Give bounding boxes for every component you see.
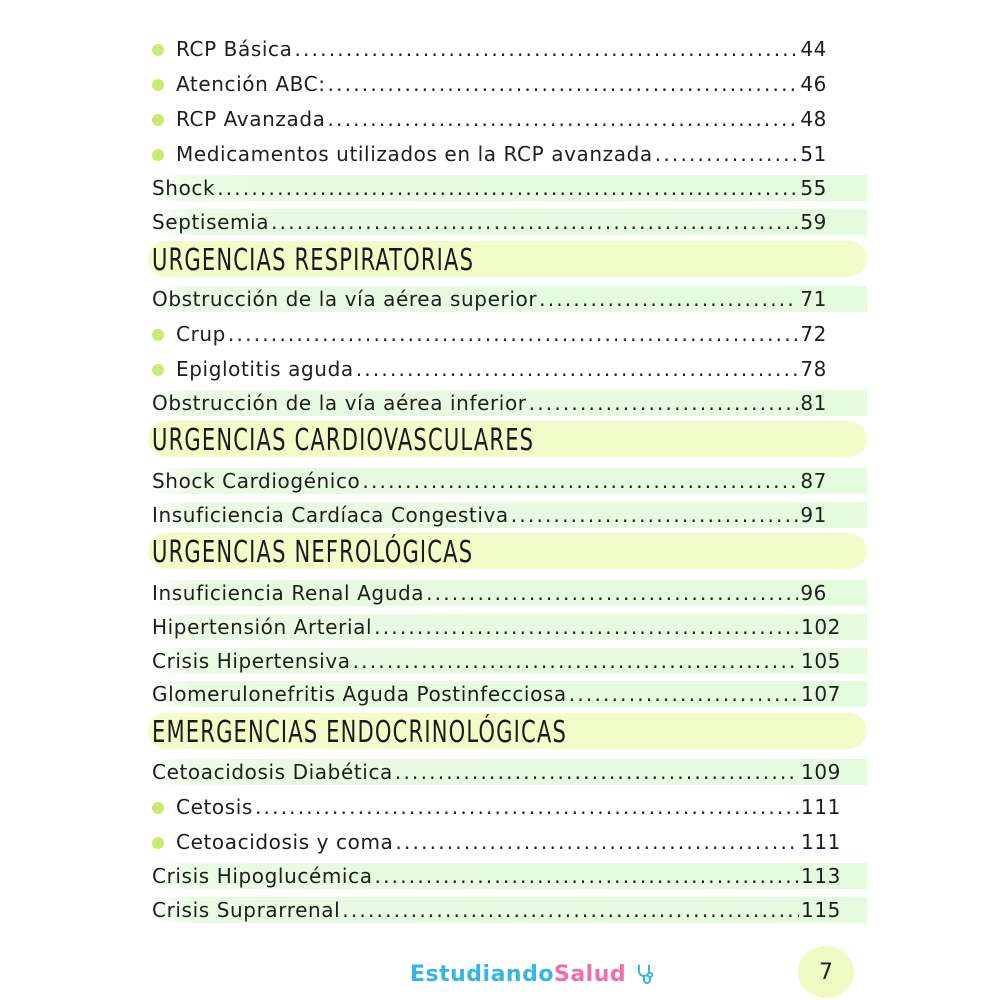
toc-entry-page: 111: [801, 795, 841, 819]
toc-entry-page: 105: [801, 649, 841, 673]
toc-subentry[interactable]: [152, 356, 867, 382]
toc-entry-title: Glomerulonefritis Aguda Postinfecciosa: [152, 682, 567, 706]
dot-leader: [327, 106, 798, 132]
bullet-icon: [152, 114, 164, 126]
toc-entry-title: Septisemia: [152, 210, 270, 234]
section-heading-text: EMERGENCIAS ENDOCRINOLÓGICAS: [152, 715, 567, 750]
section-heading-text: URGENCIAS NEFROLÓGICAS: [152, 535, 474, 570]
toc-subentry[interactable]: [152, 141, 867, 167]
toc-entry[interactable]: [152, 648, 867, 674]
toc-entry-title: Crisis Hipoglucémica: [152, 864, 373, 888]
toc-subentry[interactable]: [152, 36, 867, 62]
bullet-icon: [152, 79, 164, 91]
toc-entry-title: RCP Avanzada: [176, 107, 326, 131]
dot-leader: [328, 71, 799, 97]
toc-entry-page: 48: [800, 107, 827, 131]
toc-entry-page: 46: [800, 72, 827, 96]
bullet-icon: [152, 329, 164, 341]
toc-entry-page: 109: [801, 760, 841, 784]
toc-entry-page: 44: [800, 37, 827, 61]
toc-entry-title: Medicamentos utilizados en la RCP avanzada: [176, 142, 653, 166]
toc-entry[interactable]: [152, 390, 867, 416]
brand-logo: [410, 962, 654, 987]
toc-subentry[interactable]: [152, 829, 867, 855]
toc-entry-page: 96: [800, 581, 827, 605]
dot-leader: [255, 794, 799, 820]
stethoscope-icon: [636, 963, 654, 985]
dot-leader: [539, 286, 798, 312]
toc-entry-title: Shock: [152, 176, 216, 200]
page-number: 7: [819, 959, 833, 985]
dot-leader: [342, 897, 799, 923]
toc-subentry[interactable]: [152, 71, 867, 97]
dot-leader: [395, 759, 799, 785]
dot-leader: [356, 356, 799, 382]
toc-entry-page: 78: [800, 357, 827, 381]
toc-entry[interactable]: [152, 863, 867, 889]
toc-entry-page: 87: [800, 469, 827, 493]
toc-entry[interactable]: [152, 502, 867, 528]
bullet-icon: [152, 364, 164, 376]
section-heading-text: URGENCIAS CARDIOVASCULARES: [152, 423, 535, 458]
toc-entry[interactable]: [152, 209, 867, 235]
logo-text-salud: Salud: [553, 962, 627, 987]
dot-leader: [655, 141, 799, 167]
toc-entry[interactable]: [152, 897, 867, 923]
toc-entry-title: Hipertensión Arterial: [152, 615, 373, 639]
toc-entry-page: 72: [800, 322, 827, 346]
toc-entry[interactable]: [152, 175, 867, 201]
toc-entry-page: 59: [800, 210, 827, 234]
toc-entry-title: Epiglotitis aguda: [176, 357, 354, 381]
toc-entry-title: Cetoacidosis Diabética: [152, 760, 393, 784]
toc-entry-title: Atención ABC:: [176, 72, 326, 96]
toc-entry-page: 111: [801, 830, 841, 854]
section-heading-text: URGENCIAS RESPIRATORIAS: [152, 243, 475, 278]
toc-entry-page: 115: [801, 898, 841, 922]
toc-entry-page: 102: [801, 615, 841, 639]
dot-leader: [362, 468, 798, 494]
toc-entry[interactable]: [152, 759, 867, 785]
toc-entry-page: 91: [800, 503, 827, 527]
toc-subentry[interactable]: [152, 794, 867, 820]
section-heading: [148, 241, 867, 277]
toc-entry[interactable]: [152, 468, 867, 494]
dot-leader: [375, 863, 799, 889]
logo-text-estudiando: Estudiando: [410, 962, 554, 987]
toc-entry-title: Crisis Suprarrenal: [152, 898, 341, 922]
toc-entry-page: 81: [800, 391, 827, 415]
toc-entry-page: 71: [800, 287, 827, 311]
dot-leader: [511, 502, 799, 528]
toc-entry-title: Insuficiencia Cardíaca Congestiva: [152, 503, 509, 527]
toc-entry[interactable]: [152, 580, 867, 606]
dot-leader: [395, 829, 799, 855]
dot-leader: [228, 321, 798, 347]
toc-entry[interactable]: [152, 286, 867, 312]
toc-entry-page: 113: [801, 864, 841, 888]
toc-entry-page: 51: [800, 142, 827, 166]
toc-subentry[interactable]: [152, 321, 867, 347]
dot-leader: [295, 36, 799, 62]
page-number-badge: [798, 946, 854, 998]
section-heading: [148, 713, 867, 749]
dot-leader: [353, 648, 799, 674]
toc-entry-page: 107: [801, 682, 841, 706]
toc-entry-title: Shock Cardiogénico: [152, 469, 361, 493]
dot-leader: [374, 614, 799, 640]
section-heading: [148, 533, 867, 569]
toc-entry-title: Crup: [176, 322, 226, 346]
dot-leader: [217, 175, 798, 201]
toc-entry-title: Crisis Hipertensiva: [152, 649, 351, 673]
dot-leader: [569, 681, 799, 707]
toc-entry[interactable]: [152, 614, 867, 640]
bullet-icon: [152, 44, 164, 56]
toc-entry-page: 55: [800, 176, 827, 200]
bullet-icon: [152, 837, 164, 849]
dot-leader: [529, 390, 799, 416]
toc-subentry[interactable]: [152, 106, 867, 132]
toc-entry[interactable]: [152, 681, 867, 707]
bullet-icon: [152, 149, 164, 161]
toc-entry-title: Cetosis: [176, 795, 253, 819]
dot-leader: [426, 580, 798, 606]
toc-entry-title: Obstrucción de la vía aérea superior: [152, 287, 538, 311]
toc-entry-title: RCP Básica: [176, 37, 293, 61]
toc-entry-title: Cetoacidosis y coma: [176, 830, 394, 854]
toc-entry-title: Obstrucción de la vía aérea inferior: [152, 391, 527, 415]
toc-entry-title: Insuficiencia Renal Aguda: [152, 581, 425, 605]
dot-leader: [271, 209, 798, 235]
bullet-icon: [152, 802, 164, 814]
section-heading: [148, 421, 867, 457]
